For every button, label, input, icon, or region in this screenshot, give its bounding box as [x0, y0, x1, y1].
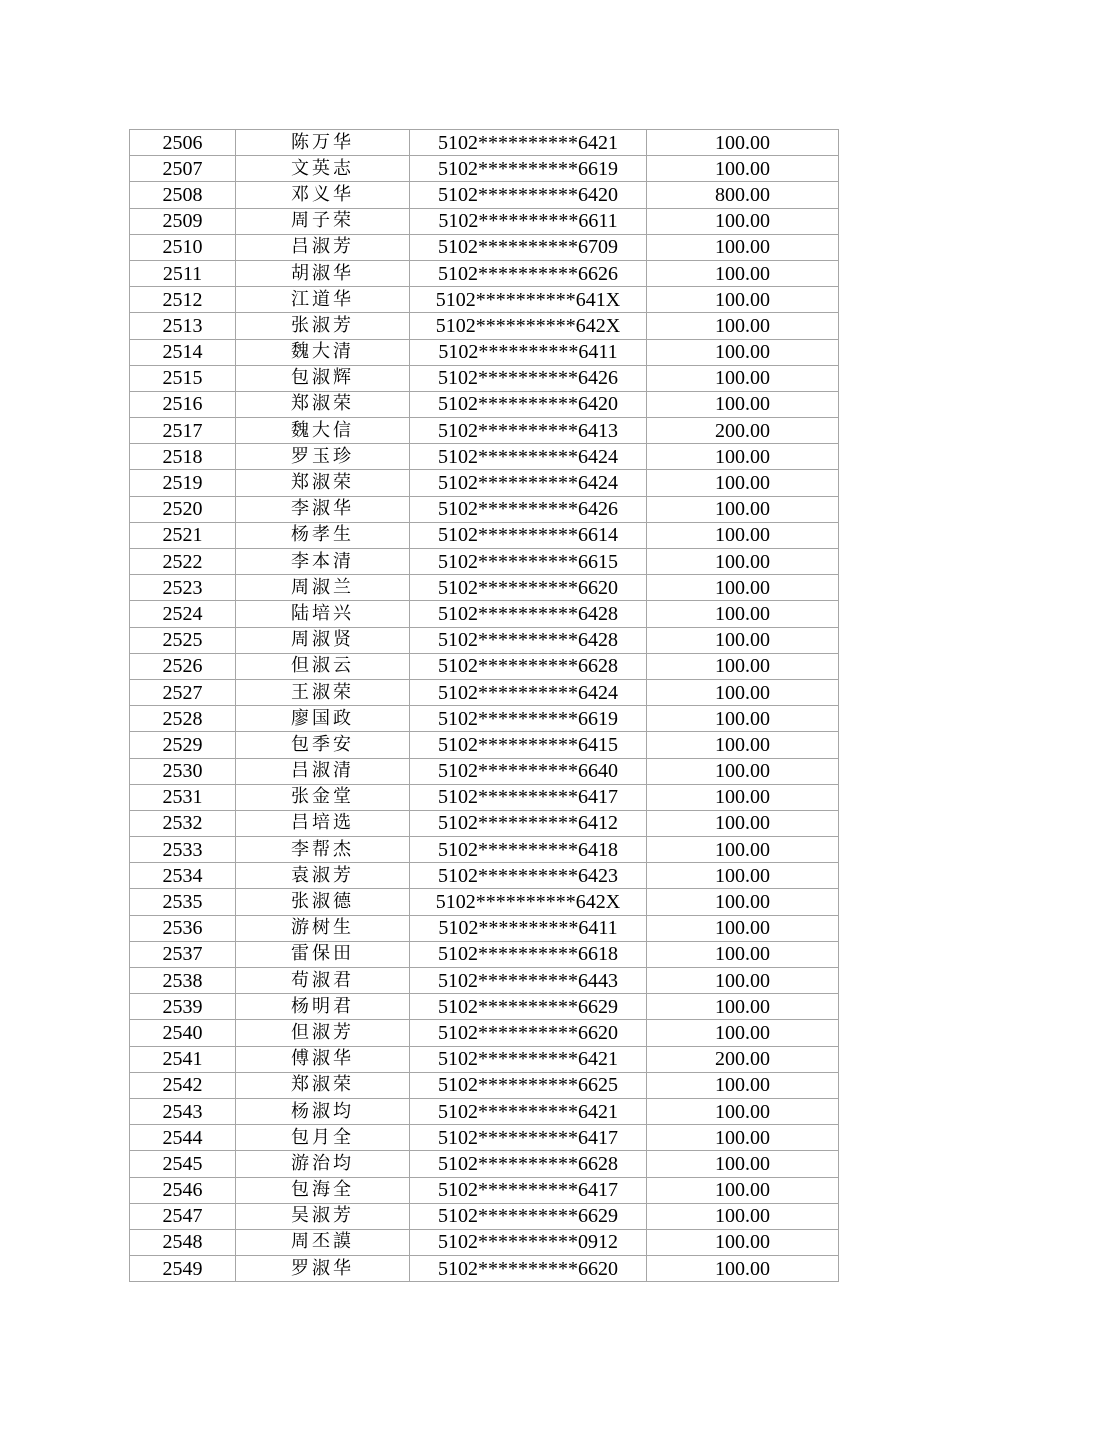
cell-id-number: 5102**********6628 [410, 653, 647, 679]
cell-seq: 2532 [130, 810, 236, 836]
table-row [130, 653, 839, 679]
cell-amount: 100.00 [647, 365, 839, 391]
cell-seq: 2528 [130, 706, 236, 732]
table-row [130, 837, 839, 863]
table-row [130, 549, 839, 575]
cell-seq: 2512 [130, 287, 236, 313]
table-row [130, 810, 839, 836]
table-row [130, 130, 839, 156]
table-row [130, 732, 839, 758]
table-row [130, 1046, 839, 1072]
cell-id-number: 5102**********0912 [410, 1229, 647, 1255]
cell-amount: 100.00 [647, 706, 839, 732]
cell-name: 杨孝生 [236, 522, 410, 548]
cell-seq: 2536 [130, 915, 236, 941]
table-row [130, 391, 839, 417]
cell-amount: 100.00 [647, 915, 839, 941]
cell-id-number: 5102**********6417 [410, 1177, 647, 1203]
cell-name: 李本清 [236, 549, 410, 575]
cell-name: 郑淑荣 [236, 470, 410, 496]
table-row [130, 208, 839, 234]
cell-id-number: 5102**********6428 [410, 601, 647, 627]
cell-amount: 100.00 [647, 234, 839, 260]
cell-id-number: 5102**********6411 [410, 915, 647, 941]
cell-name: 袁淑芳 [236, 863, 410, 889]
cell-seq: 2508 [130, 182, 236, 208]
table-row [130, 260, 839, 286]
table-row [130, 994, 839, 1020]
table-row [130, 968, 839, 994]
cell-amount: 100.00 [647, 339, 839, 365]
cell-seq: 2545 [130, 1151, 236, 1177]
cell-amount: 100.00 [647, 522, 839, 548]
cell-amount: 100.00 [647, 627, 839, 653]
cell-id-number: 5102**********6620 [410, 1020, 647, 1046]
cell-seq: 2523 [130, 575, 236, 601]
cell-seq: 2519 [130, 470, 236, 496]
cell-id-number: 5102**********6611 [410, 208, 647, 234]
cell-amount: 100.00 [647, 1020, 839, 1046]
cell-seq: 2510 [130, 234, 236, 260]
cell-seq: 2544 [130, 1125, 236, 1151]
cell-name: 魏大信 [236, 418, 410, 444]
table-row [130, 1072, 839, 1098]
table-row [130, 863, 839, 889]
cell-id-number: 5102**********6625 [410, 1072, 647, 1098]
cell-amount: 100.00 [647, 208, 839, 234]
cell-amount: 100.00 [647, 758, 839, 784]
cell-amount: 100.00 [647, 837, 839, 863]
cell-seq: 2527 [130, 679, 236, 705]
cell-name: 魏大清 [236, 339, 410, 365]
table-row [130, 522, 839, 548]
cell-seq: 2520 [130, 496, 236, 522]
cell-seq: 2515 [130, 365, 236, 391]
cell-name: 郑淑荣 [236, 391, 410, 417]
table-body [130, 130, 839, 1282]
cell-amount: 100.00 [647, 1125, 839, 1151]
cell-name: 胡淑华 [236, 260, 410, 286]
cell-id-number: 5102**********6626 [410, 260, 647, 286]
cell-name: 周子荣 [236, 208, 410, 234]
cell-name: 包季安 [236, 732, 410, 758]
cell-amount: 100.00 [647, 863, 839, 889]
cell-id-number: 5102**********6423 [410, 863, 647, 889]
cell-name: 但淑云 [236, 653, 410, 679]
cell-seq: 2546 [130, 1177, 236, 1203]
cell-id-number: 5102**********6417 [410, 1125, 647, 1151]
cell-id-number: 5102**********6417 [410, 784, 647, 810]
table-row [130, 758, 839, 784]
cell-id-number: 5102**********6424 [410, 679, 647, 705]
cell-id-number: 5102**********6619 [410, 706, 647, 732]
cell-amount: 100.00 [647, 601, 839, 627]
cell-name: 雷保田 [236, 941, 410, 967]
cell-id-number: 5102**********6620 [410, 575, 647, 601]
cell-amount: 800.00 [647, 182, 839, 208]
cell-id-number: 5102**********6620 [410, 1256, 647, 1282]
cell-amount: 100.00 [647, 130, 839, 156]
cell-name: 罗玉珍 [236, 444, 410, 470]
table-row [130, 1229, 839, 1255]
cell-amount: 100.00 [647, 679, 839, 705]
cell-name: 张金堂 [236, 784, 410, 810]
cell-seq: 2534 [130, 863, 236, 889]
cell-name: 吕淑芳 [236, 234, 410, 260]
cell-id-number: 5102**********6421 [410, 1046, 647, 1072]
cell-seq: 2539 [130, 994, 236, 1020]
cell-name: 游树生 [236, 915, 410, 941]
table-row [130, 313, 839, 339]
cell-id-number: 5102**********6421 [410, 1098, 647, 1124]
cell-seq: 2509 [130, 208, 236, 234]
cell-name: 包淑辉 [236, 365, 410, 391]
cell-amount: 100.00 [647, 1256, 839, 1282]
cell-name: 陆培兴 [236, 601, 410, 627]
table-row [130, 1098, 839, 1124]
cell-id-number: 5102**********6614 [410, 522, 647, 548]
cell-seq: 2542 [130, 1072, 236, 1098]
table-row [130, 627, 839, 653]
cell-id-number: 5102**********6629 [410, 994, 647, 1020]
table-row [130, 444, 839, 470]
cell-seq: 2531 [130, 784, 236, 810]
cell-amount: 100.00 [647, 313, 839, 339]
cell-seq: 2543 [130, 1098, 236, 1124]
table-row [130, 418, 839, 444]
cell-name: 周淑兰 [236, 575, 410, 601]
cell-name: 江道华 [236, 287, 410, 313]
cell-id-number: 5102**********6418 [410, 837, 647, 863]
table-row [130, 784, 839, 810]
table-row [130, 156, 839, 182]
cell-seq: 2537 [130, 941, 236, 967]
cell-amount: 100.00 [647, 1151, 839, 1177]
cell-name: 王淑荣 [236, 679, 410, 705]
cell-name: 杨明君 [236, 994, 410, 1020]
cell-amount: 100.00 [647, 156, 839, 182]
cell-amount: 100.00 [647, 1203, 839, 1229]
cell-seq: 2535 [130, 889, 236, 915]
cell-amount: 100.00 [647, 496, 839, 522]
cell-seq: 2517 [130, 418, 236, 444]
cell-name: 傅淑华 [236, 1046, 410, 1072]
cell-seq: 2506 [130, 130, 236, 156]
cell-amount: 100.00 [647, 1177, 839, 1203]
cell-seq: 2538 [130, 968, 236, 994]
cell-amount: 100.00 [647, 732, 839, 758]
cell-amount: 100.00 [647, 653, 839, 679]
table-row [130, 1151, 839, 1177]
cell-amount: 100.00 [647, 549, 839, 575]
cell-id-number: 5102**********6424 [410, 444, 647, 470]
table-row [130, 706, 839, 732]
table-row [130, 601, 839, 627]
cell-id-number: 5102**********6629 [410, 1203, 647, 1229]
table-row [130, 1020, 839, 1046]
cell-name: 杨淑均 [236, 1098, 410, 1124]
cell-name: 李淑华 [236, 496, 410, 522]
cell-seq: 2518 [130, 444, 236, 470]
table-row [130, 287, 839, 313]
cell-seq: 2511 [130, 260, 236, 286]
cell-id-number: 5102**********6618 [410, 941, 647, 967]
cell-name: 但淑芳 [236, 1020, 410, 1046]
cell-name: 吕淑清 [236, 758, 410, 784]
cell-seq: 2525 [130, 627, 236, 653]
table-row [130, 470, 839, 496]
cell-name: 周丕謨 [236, 1229, 410, 1255]
cell-name: 吕培选 [236, 810, 410, 836]
cell-name: 郑淑荣 [236, 1072, 410, 1098]
cell-amount: 100.00 [647, 784, 839, 810]
cell-amount: 100.00 [647, 1229, 839, 1255]
table-row [130, 1203, 839, 1229]
cell-id-number: 5102**********6615 [410, 549, 647, 575]
cell-name: 罗淑华 [236, 1256, 410, 1282]
cell-amount: 100.00 [647, 968, 839, 994]
cell-id-number: 5102**********6412 [410, 810, 647, 836]
cell-amount: 100.00 [647, 994, 839, 1020]
cell-id-number: 5102**********6411 [410, 339, 647, 365]
cell-seq: 2549 [130, 1256, 236, 1282]
cell-id-number: 5102**********6640 [410, 758, 647, 784]
cell-amount: 100.00 [647, 810, 839, 836]
cell-seq: 2524 [130, 601, 236, 627]
cell-amount: 100.00 [647, 575, 839, 601]
cell-seq: 2507 [130, 156, 236, 182]
cell-id-number: 5102**********6619 [410, 156, 647, 182]
cell-id-number: 5102**********6709 [410, 234, 647, 260]
cell-amount: 200.00 [647, 1046, 839, 1072]
cell-amount: 100.00 [647, 260, 839, 286]
cell-name: 包月全 [236, 1125, 410, 1151]
table-row [130, 1125, 839, 1151]
cell-amount: 100.00 [647, 391, 839, 417]
table-row [130, 575, 839, 601]
cell-id-number: 5102**********6428 [410, 627, 647, 653]
cell-name: 李帮杰 [236, 837, 410, 863]
table-row [130, 1177, 839, 1203]
cell-seq: 2522 [130, 549, 236, 575]
cell-seq: 2521 [130, 522, 236, 548]
cell-name: 陈万华 [236, 130, 410, 156]
cell-seq: 2548 [130, 1229, 236, 1255]
cell-amount: 100.00 [647, 470, 839, 496]
cell-seq: 2514 [130, 339, 236, 365]
cell-amount: 100.00 [647, 287, 839, 313]
cell-seq: 2533 [130, 837, 236, 863]
cell-id-number: 5102**********642X [410, 889, 647, 915]
cell-seq: 2530 [130, 758, 236, 784]
table-row [130, 496, 839, 522]
table-row [130, 889, 839, 915]
cell-id-number: 5102**********641X [410, 287, 647, 313]
cell-id-number: 5102**********6415 [410, 732, 647, 758]
cell-seq: 2540 [130, 1020, 236, 1046]
cell-id-number: 5102**********642X [410, 313, 647, 339]
cell-amount: 100.00 [647, 444, 839, 470]
cell-name: 廖国政 [236, 706, 410, 732]
cell-amount: 100.00 [647, 1098, 839, 1124]
cell-id-number: 5102**********6628 [410, 1151, 647, 1177]
table-row [130, 941, 839, 967]
cell-amount: 100.00 [647, 889, 839, 915]
cell-name: 苟淑君 [236, 968, 410, 994]
cell-id-number: 5102**********6424 [410, 470, 647, 496]
cell-id-number: 5102**********6420 [410, 391, 647, 417]
cell-amount: 100.00 [647, 941, 839, 967]
cell-id-number: 5102**********6421 [410, 130, 647, 156]
table-row [130, 365, 839, 391]
cell-seq: 2529 [130, 732, 236, 758]
table-row [130, 1256, 839, 1282]
table-row [130, 915, 839, 941]
cell-name: 文英志 [236, 156, 410, 182]
cell-seq: 2547 [130, 1203, 236, 1229]
cell-amount: 200.00 [647, 418, 839, 444]
cell-id-number: 5102**********6413 [410, 418, 647, 444]
table-row [130, 339, 839, 365]
table-row [130, 182, 839, 208]
cell-name: 游治均 [236, 1151, 410, 1177]
cell-id-number: 5102**********6426 [410, 496, 647, 522]
cell-seq: 2513 [130, 313, 236, 339]
cell-id-number: 5102**********6443 [410, 968, 647, 994]
cell-name: 周淑贤 [236, 627, 410, 653]
cell-amount: 100.00 [647, 1072, 839, 1098]
cell-id-number: 5102**********6426 [410, 365, 647, 391]
cell-name: 张淑芳 [236, 313, 410, 339]
cell-name: 张淑德 [236, 889, 410, 915]
cell-name: 邓义华 [236, 182, 410, 208]
register-table [129, 129, 839, 1282]
cell-seq: 2516 [130, 391, 236, 417]
table-row [130, 234, 839, 260]
cell-seq: 2526 [130, 653, 236, 679]
cell-id-number: 5102**********6420 [410, 182, 647, 208]
table-row [130, 679, 839, 705]
cell-name: 包海全 [236, 1177, 410, 1203]
cell-name: 吴淑芳 [236, 1203, 410, 1229]
cell-seq: 2541 [130, 1046, 236, 1072]
